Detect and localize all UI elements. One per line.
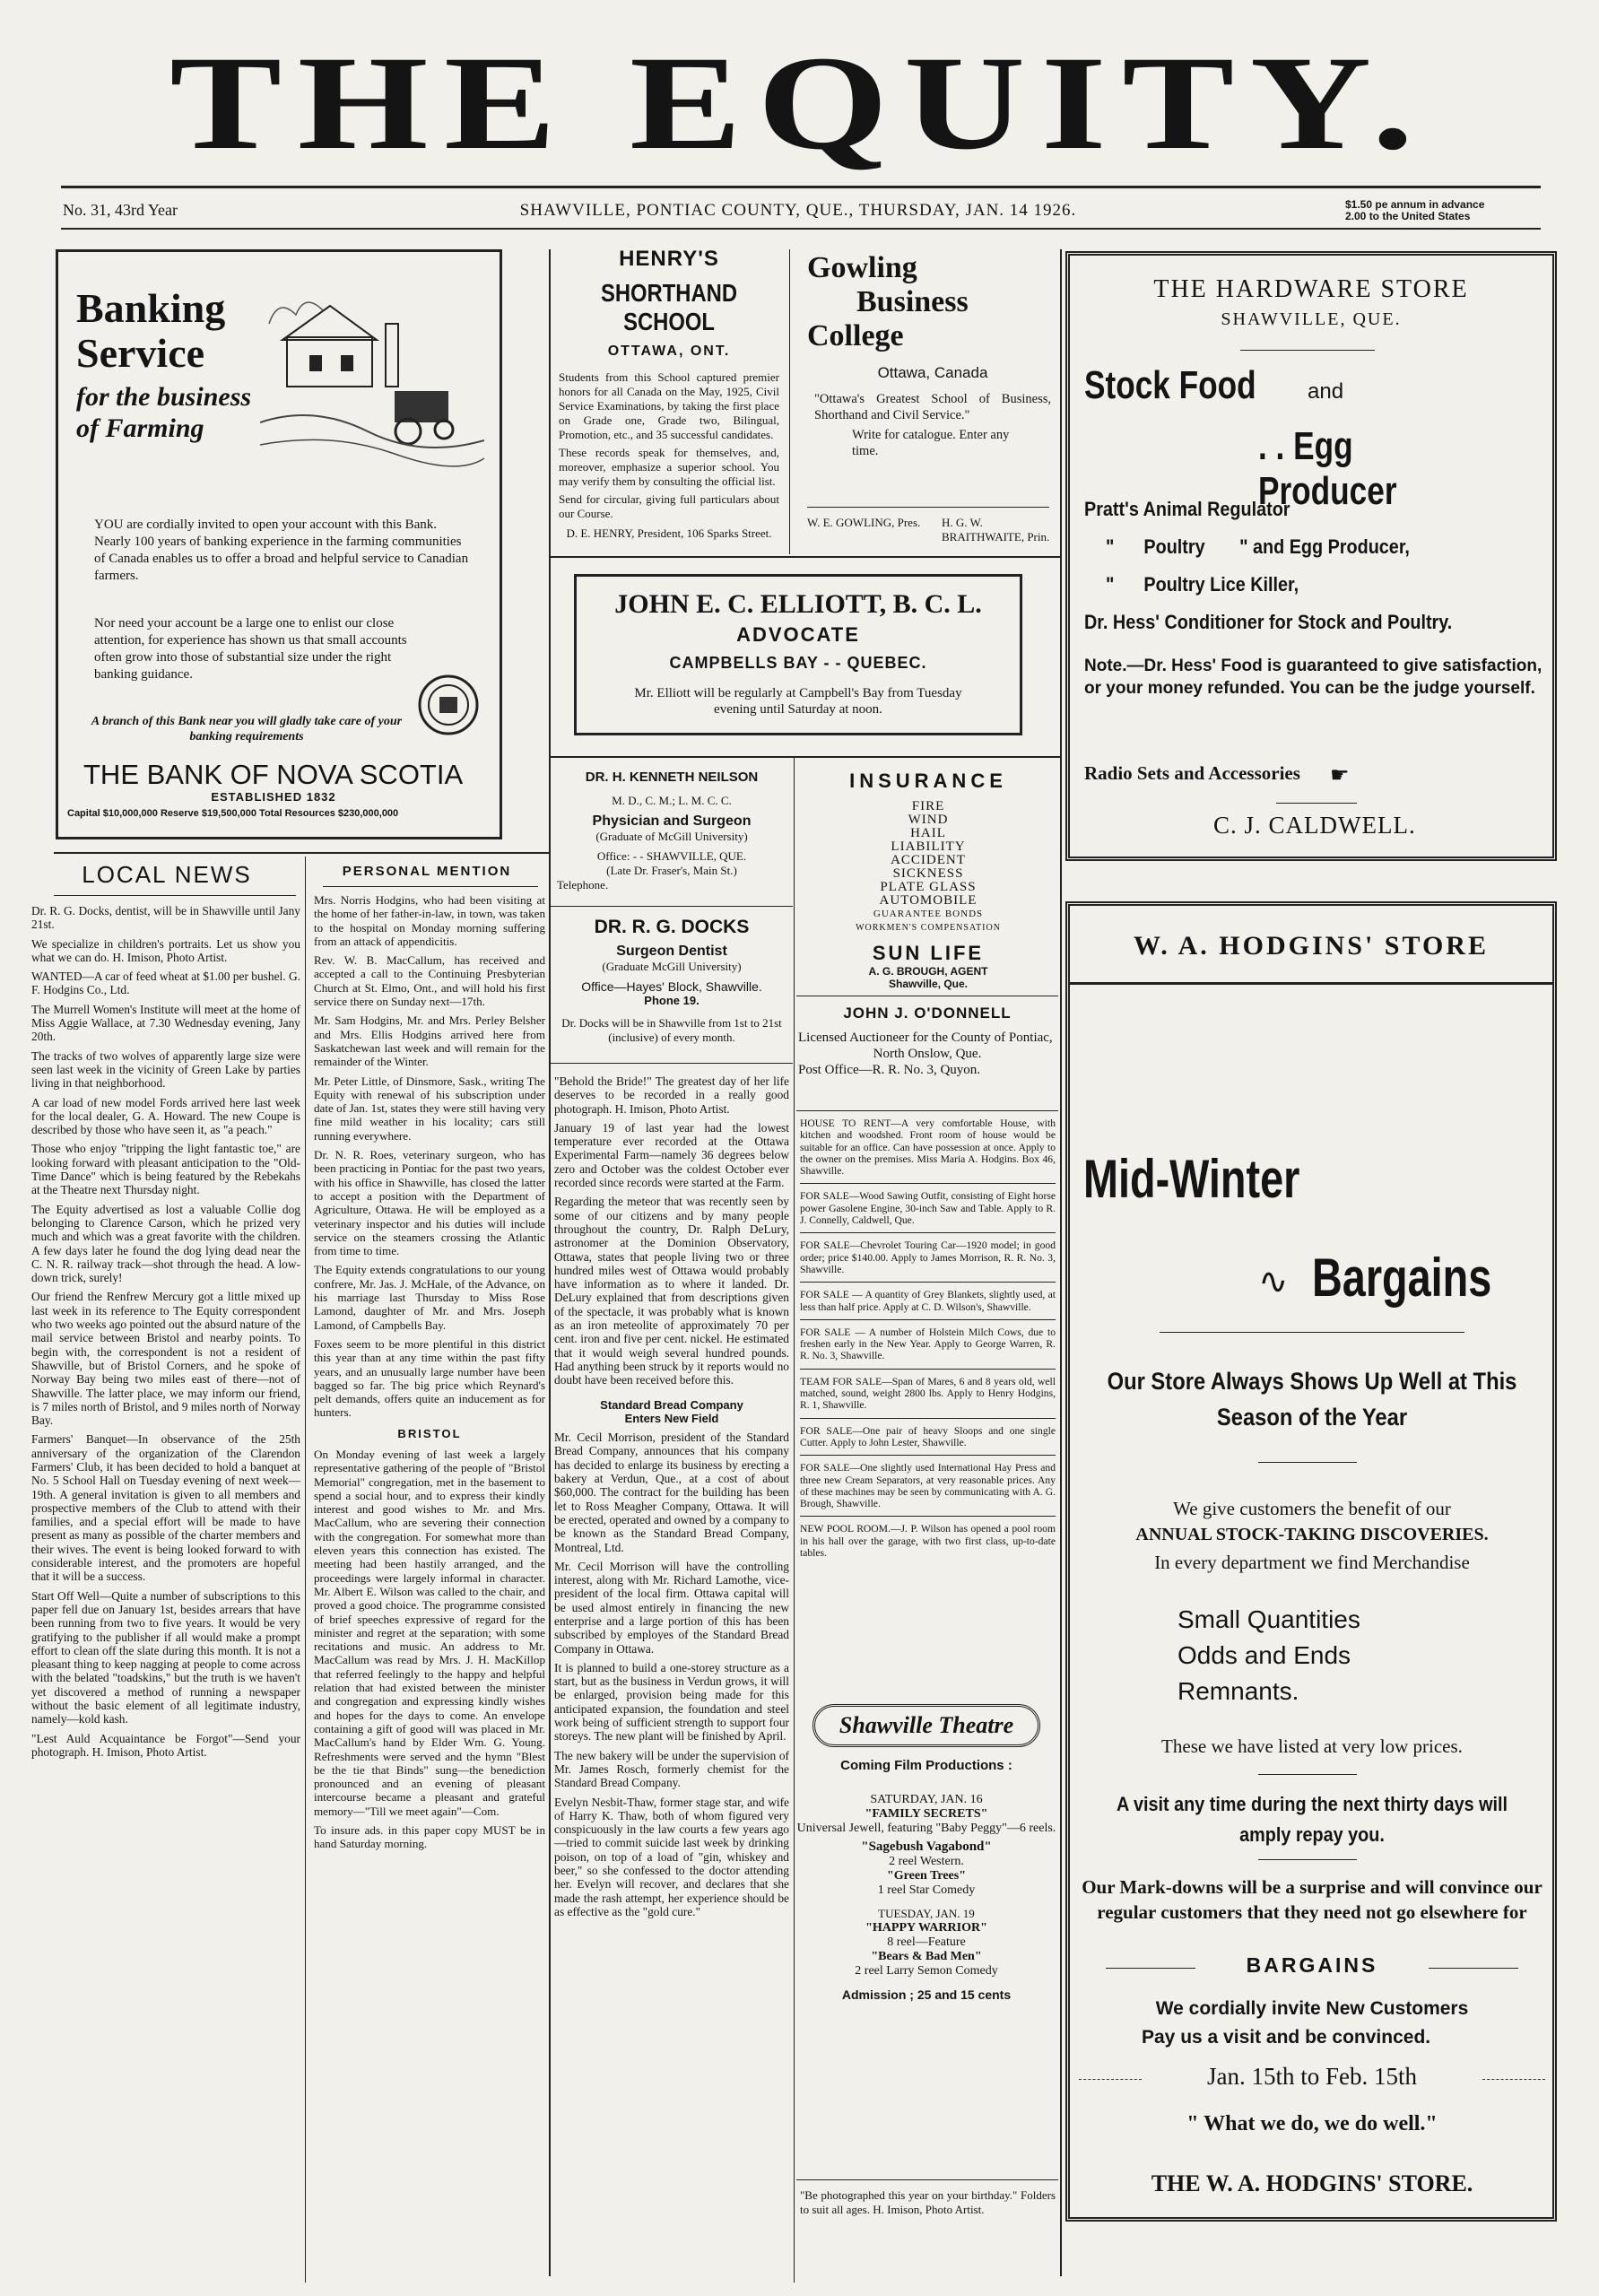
theatre-film-5-detail: 2 reel Larry Semon Comedy: [855, 1964, 998, 1978]
theatre-film-4-detail: 8 reel—Feature: [887, 1935, 966, 1949]
hodgins-markdowns: Our Mark-downs will be a surprise and will convince our regular customers that they need not go elsewhere for: [1082, 1876, 1543, 1923]
hodgins-benefit-2: ANNUAL STOCK-TAKING DISCOVERIES.: [1135, 1525, 1489, 1544]
personal-item: Foxes seem to be more plentiful in this district this year than at any time within the past fifty years, and an unusually large number have been bagged so far. The big price which Reynard's pelt demands, offers quite an inducement as for hunters.: [314, 1336, 545, 1420]
local-news-item: A car load of new model Fords arrived here last week for the local dealer, G. A. Howard. The new Coupe is described by those who have seen it, as "a peach.": [31, 1095, 300, 1137]
elliott-title: ADVOCATE: [736, 623, 860, 646]
elliott-text: Mr. Elliott will be regularly at Campbell's Bay from Tuesday evening until Saturday at noon.: [634, 686, 962, 717]
hodgins-rule-4: [1258, 1859, 1357, 1860]
pointing-hand-icon: ☛: [1330, 764, 1350, 787]
classified-ad: TEAM FOR SALE—Span of Mares, 6 and 8 years old, well matched, sound, weight 2800 lbs. Apply to Henry Hodgins, R. 1, Shawville.: [800, 1375, 1056, 1412]
dateline-rule: [61, 228, 1541, 230]
hardware-rule-2: [1276, 803, 1357, 804]
photo-note: "Be photographed this year on your birthday." Folders to suit all ages. H. Imison, Photo Artist.: [800, 2188, 1056, 2216]
local-news-item: Dr. R. G. Docks, dentist, will be in Shawville until Jany 21st.: [31, 904, 300, 932]
gowling-signature-1: W. E. GOWLING, Pres.: [807, 516, 921, 529]
subscription-price: [1345, 199, 1560, 222]
flourish-icon: ∿: [1258, 1261, 1289, 1301]
neilson-degrees: M. D., C. M.; L. M. C. C.: [612, 794, 732, 807]
odonnell-line-1: Licensed Auctioneer for the County of Pontiac,: [798, 1031, 1053, 1045]
gowling-paragraph-2: Write for catalogue. Enter any time.: [852, 428, 1010, 458]
hodgins-rule-5a: [1106, 1968, 1195, 1969]
hodgins-dash-left: [1079, 2079, 1142, 2080]
personal-item: Mr. Peter Little, of Dinsmore, Sask., writing The Equity with renewal of his subscription under date of Jan. 1st, states they were still having very fine mild weather in his locality; cars still running everywhere.: [314, 1074, 545, 1143]
local-news-column: [31, 904, 300, 1764]
docks-text: Dr. Docks will be in Shawville from 1st to 21st (inclusive) of every month.: [561, 1016, 782, 1044]
theatre-date-1: SATURDAY, JAN. 16: [870, 1793, 983, 1806]
row-rule-2: [551, 756, 1060, 758]
classified-rule: [800, 1455, 1056, 1456]
elliott-ad: [574, 574, 1022, 735]
mid-news-item: "Behold the Bride!" The greatest day of her life deserves to be recorded in a really good photograph. H. Imison, Photo Artist.: [554, 1074, 789, 1116]
hardware-line-1: Pratt's Animal Regulator: [1084, 498, 1290, 520]
theatre-date-2: TUESDAY, JAN. 19: [878, 1907, 975, 1920]
gowling-rule: [807, 507, 1049, 508]
classified-rule: [800, 1282, 1056, 1283]
neilson-graduate: (Graduate of McGill University): [595, 830, 748, 843]
gowling-title-3: College: [807, 319, 904, 352]
elliott-place: CAMPBELLS BAY - - QUEBEC.: [669, 654, 927, 672]
insurance-title: INSURANCE: [849, 770, 1007, 792]
gowling-title-1: Gowling: [807, 251, 917, 284]
hodgins-rule-5b: [1429, 1968, 1518, 1969]
theatre-ad: [796, 1704, 1056, 2002]
bread-paragraph: It is planned to build a one-storey structure as a start, but as the business in Verdun grows, it will be enlarged, provision being made for this anticipated expansion, the foundation and steel work being of sufficient strength to support four storeys. The new plant will be finished by April.: [554, 1660, 789, 1744]
hodgins-dash-right: [1482, 2079, 1545, 2080]
bank-paragraph-1: YOU are cordially invited to open your account with this Bank. Nearly 100 years of banking experience in the farming communities of Canada enables us to offer a broad and helpful service to Canadian farmers.: [94, 517, 469, 583]
classified-ad: FOR SALE — A number of Holstein Milch Cows, due to freshen early in the New Year. Apply to George Warren, R. R. No. 3, Shawville.: [800, 1326, 1056, 1362]
insurance-agent: A. G. BROUGH, AGENT: [868, 965, 988, 978]
row-rule-6: [796, 1110, 1058, 1111]
local-news-item: We specialize in children's portraits. Let us show you what we can do. H. Imison, Photo Artist.: [31, 936, 300, 964]
elliott-name: JOHN E. C. ELLIOTT, B. C. L.: [614, 589, 982, 619]
hodgins-invite-2: Pay us a visit and be convinced.: [1142, 2027, 1431, 2048]
farm-illustration: [260, 288, 484, 467]
theatre-title: Shawville Theatre: [813, 1704, 1040, 1747]
classified-rule: [800, 1516, 1056, 1517]
bank-seal-icon: [417, 674, 480, 736]
hodgins-rule-2: [1258, 1462, 1357, 1463]
row-rule-1: [551, 556, 1060, 558]
masthead-rule: [61, 186, 1541, 188]
insurance-line: ACCIDENT: [891, 853, 966, 867]
column-rule-2a: [789, 249, 790, 554]
hodgins-odds-ends: Odds and Ends: [1178, 1641, 1351, 1669]
row-rule-left: [54, 852, 549, 854]
bread-paragraph: Mr. Cecil Morrison will have the controlling interest, along with Mr. Richard Lamothe, vice-president of the local firm. Ottawa capital will be used almost entirely in financing the new enterprise and a large portion of this has been subscribed by employes of the Standard Bread Company in Ottawa.: [554, 1559, 789, 1656]
insurance-line: GUARANTEE BONDS: [873, 909, 984, 919]
bank-heading-2: Service: [76, 330, 205, 376]
odonnell-line-2: North Onslow, Que.: [873, 1047, 982, 1061]
bank-established: ESTABLISHED 1832: [211, 790, 336, 804]
theatre-film-3-detail: 1 reel Star Comedy: [877, 1883, 976, 1897]
theatre-film-5: "Bears & Bad Men": [871, 1950, 982, 1963]
hodgins-invite-1: We cordially invite New Customers: [1155, 1998, 1469, 2019]
gowling-location: Ottawa, Canada: [877, 364, 988, 381]
classified-rule: [800, 1369, 1056, 1370]
column-rule-1: [549, 249, 551, 2276]
hardware-line-4: Dr. Hess' Conditioner for Stock and Poultry.: [1084, 611, 1453, 633]
mid-news-item: January 19 of last year had the lowest temperature ever recorded at the Ottawa Experimental Farm—namely 36 degrees below zero and October was the coldest October ever recorded since records were started at the Farm.: [554, 1120, 789, 1190]
classified-ad: FOR SALE—Chevrolet Touring Car—1920 model; in good order; price $140.00. Apply to James Morrison, R. R. No. 3, Shawville.: [800, 1239, 1056, 1275]
hodgins-mid-winter: Mid-Winter: [1083, 1149, 1300, 1209]
classifieds-column: [800, 1118, 1056, 1559]
hardware-signature: C. J. CALDWELL.: [1213, 812, 1416, 839]
hodgins-motto: " What we do, we do well.": [1186, 2112, 1438, 2135]
theatre-film-3: "Green Trees": [887, 1869, 966, 1883]
odonnell-card: [798, 1004, 1056, 1078]
insurance-ad: [798, 770, 1058, 990]
classified-ad: FOR SALE—One slightly used International Hay Press and three new Cream Separators, at very reasonable prices. Any of these machines may be seen by communicating with A. G. Brough, Shawville.: [800, 1462, 1056, 1510]
bank-heading-3: for the business: [76, 382, 252, 412]
henrys-signature: D. E. HENRY, President, 106 Sparks Street.: [566, 526, 772, 540]
hodgins-small-quantities: Small Quantities: [1178, 1605, 1360, 1633]
henrys-title-1: HENRY'S: [619, 247, 719, 271]
bank-name: THE BANK OF NOVA SCOTIA: [83, 759, 464, 790]
hodgins-rule-3: [1258, 1774, 1357, 1775]
neilson-office: Office: - - SHAWVILLE, QUE.: [596, 849, 747, 863]
docks-name: DR. R. G. DOCKS: [594, 917, 750, 937]
hodgins-dates: Jan. 15th to Feb. 15th: [1207, 2063, 1417, 2090]
bread-paragraph: The new bakery will be under the supervision of Mr. James Rosch, formerly chemist for the Standard Bread Company.: [554, 1748, 789, 1790]
local-news-item: "Lest Auld Acquaintance be Forgot"—Send your photograph. H. Imison, Photo Artist.: [31, 1731, 300, 1759]
theatre-film-1: "FAMILY SECRETS": [865, 1807, 988, 1821]
insurance-line: WORKMEN'S COMPENSATION: [856, 923, 1001, 933]
personal-mention-column: [314, 893, 545, 1857]
price-canada: $1.50 pe annum in advance: [1345, 198, 1485, 211]
local-news-item: The Equity advertised as lost a valuable Collie dog belonging to Clarence Carson, which he prized very much and which was a great favorite with the children. A few days later he found the dog lying dead near the C. N. R. railway track—shot through the head. A low-down trick, surely!: [31, 1202, 300, 1285]
hardware-title: THE HARDWARE STORE: [1153, 275, 1469, 303]
hardware-rule: [1240, 350, 1375, 351]
personal-item: Mr. Sam Hodgins, Mr. and Mrs. Perley Belsher and Mrs. Ellis Hodgins arrived here from Saskatchewan last week and will remain for the remainder of the Winter.: [314, 1013, 545, 1069]
theatre-film-2: "Sagebush Vagabond": [861, 1839, 992, 1854]
henrys-paragraph-3: Send for circular, giving full particulars about our Course.: [559, 492, 779, 520]
classified-rule: [800, 1319, 1056, 1320]
bank-heading-1: Banking: [76, 285, 226, 331]
mid-news-column: [554, 1074, 789, 1924]
hodgins-shows: Our Store Always Shows Up Well at This Season of the Year: [1107, 1368, 1517, 1431]
local-news-item: The Murrell Women's Institute will meet at the home of Miss Aggie Wallace, at 7.30 Wednesday evening, Jany 20th.: [31, 1002, 300, 1044]
local-news-item: Farmers' Banquet—In observance of the 25th anniversary of the organization of the Clarendon Farmers' Club, it has been decided to hold a banquet at No. 5 School Hall on Tuesday evening of next week—19th. A general invitation is given to all members and prospective members of the Club to attend with their families, and a special effort will be made to have present as many as possible of the charter members and their wives. The event is being looked forward to with considerable interest, and the promoters are hopeful that it will be a success.: [31, 1432, 300, 1584]
insurance-line: HAIL: [910, 826, 946, 840]
bank-heading-4: of Farming: [76, 413, 204, 443]
insurance-company: SUN LIFE: [872, 942, 985, 964]
row-rule-4: [551, 1063, 793, 1064]
personal-rule: [323, 886, 538, 887]
hodgins-ad: [1065, 901, 1557, 2222]
hodgins-title: W. A. HODGINS' STORE: [1134, 931, 1489, 961]
hardware-stock-food: Stock Food: [1084, 363, 1256, 407]
classified-ad: FOR SALE—Wood Sawing Outfit, consisting of Eight horse power Gasolene Engine, 30-inch Saw and Table. Apply to R. J. Connelly, Caldwell, Que.: [800, 1190, 1056, 1227]
personal-item: Rev. W. B. MacCallum, has received and accepted a call to the Continuing Presbyterian Church at St. Elmo, Ont., and will hold his first service there on Sunday next—17th.: [314, 953, 545, 1009]
classified-ad: FOR SALE — A quantity of Grey Blankets, slightly used, at less than half price. Apply at C. D. Wilson's, Shawville.: [800, 1289, 1056, 1313]
henrys-ad: [552, 247, 786, 541]
column-rule-0: [305, 857, 306, 2283]
local-news-item: Start Off Well—Quite a number of subscriptions to this paper fell due on January 1st, besides arrears that have been running from two to five years. It would be very gratifying to the publisher if all would make a prompt effort to clean off the slate during this month. It is not a pleasant thing to keep nagging at people to come across with the belated "toadskins," but the truth is we haven't yet discovered a method of running a newspaper without the basic element of all legitimate industry, namely—kold kash.: [31, 1588, 300, 1726]
henrys-paragraph-2: These records speak for themselves, and, moreover, emphasize a superior school. You may verify them by consulting the official list.: [559, 446, 779, 488]
neilson-late: (Late Dr. Fraser's, Main St.): [606, 864, 737, 877]
bristol-text: On Monday evening of last week a largely representative gathering of the people of "Bristol Memorial" congregation, met in the basement to spend a social hour, and to express their kindly interest and good wishes to Mr. and Mrs. MacCallum, who are severing their connection with the congregation. For somewhat more than eleven years this connection has existed. The meeting had been hastily arranged, and the proceedings were largely informal in character. Mr. Albert E. Wilson was called to the chair, and proved a good choice. The programme consisted of brief speeches expressive of regard for the minister and regret at the separation; with some recitations and music. An address to Mr. MacCallum was read by Mrs. J. H. MacKillop that referred feelingly to the happy and helpful relation that had existed between the minister and congregation and expressing kindly wishes and hopes for the days to come. An envelope containing a gift of good will was placed in Mr. MacCallum's hand by Elder Wm. G. Young. Refreshments were served and the hymn "Blest be the tie that Binds" sung—the benediction pronounced and an evening of pleasant intercourse became a pleasant and grateful memory—"Till we meet again"—Com.: [314, 1447, 545, 1818]
classified-rule: [800, 1232, 1056, 1233]
hardware-line-3: " Poultry Lice Killer,: [1106, 573, 1299, 596]
neilson-name: DR. H. KENNETH NEILSON: [585, 770, 759, 785]
personal-item: Mrs. Norris Hodgins, who had been visiting at the home of her father-in-law, in town, was taken to the hospital on Monday morning suffering from an attack of appendicitis.: [314, 893, 545, 948]
insurance-line: SICKNESS: [892, 866, 964, 881]
local-news-item: WANTED—A car of feed wheat at $1.00 per bushel. G. F. Hodgins Co., Ltd.: [31, 970, 300, 997]
bread-paragraph: Mr. Cecil Morrison, president of the Standard Bread Company, announces that his company has decided to enlarge its business by erecting a bakery at Verdun, Que., at a cost of about $60,000. The contract for the building has been let to Ross Meagher Company, Ottawa. It will be erected, operated and owned by a company to be known as the Standard Bread Company, Montreal, Ltd.: [554, 1431, 789, 1554]
bank-capital: Capital $10,000,000 Reserve $19,500,000 Total Resources $230,000,000: [67, 808, 399, 819]
docks-office: Office—Hayes' Block, Shawville.: [581, 979, 762, 994]
theatre-coming: Coming Film Productions :: [840, 1758, 1012, 1773]
personal-item: Dr. N. R. Roes, veterinary surgeon, who has been practicing in Pontiac for the past two years, with his office in Shawville, has closed the latter to accept a position with the Department of Agriculture, Ottawa. He will be employed as a veterinary inspector and his duties will include service on the steamers crossing the Atlantic from time to time.: [314, 1148, 545, 1258]
insurance-lines: [798, 800, 1058, 935]
classified-ad: NEW POOL ROOM.—J. P. Wilson has opened a pool room in his hall over the garage, with two first class, up-to-date tables.: [800, 1523, 1056, 1560]
hodgins-rule-1: [1160, 1332, 1464, 1333]
bank-ad: [56, 249, 502, 839]
local-news-title: LOCAL NEWS: [82, 861, 252, 888]
price-us: 2.00 to the United States: [1345, 210, 1471, 222]
hodgins-benefit-1: We give customers the benefit of our: [1173, 1498, 1451, 1519]
gowling-ad: [807, 251, 1058, 544]
local-news-item: Those who enjoy "tripping the light fantastic toe," are looking forward with pleasant anticipation to the "Old-Time Dance" which is being featured by the Rebekahs at the Theatre next Thursday night.: [31, 1142, 300, 1197]
bank-branch-note: A branch of this Bank near you will gladly take care of your banking requirements: [91, 715, 403, 744]
classified-ad: FOR SALE—One pair of heavy Sloops and one single Cutter. Apply to John Lester, Shawville.: [800, 1424, 1056, 1448]
hardware-ad: [1065, 251, 1557, 861]
bread-title-1: Standard Bread Company: [600, 1397, 743, 1412]
gowling-paragraph-1: "Ottawa's Greatest School of Business, Shorthand and Civil Service.": [814, 392, 1051, 422]
bread-paragraph: Evelyn Nesbit-Thaw, former stage star, and wife of Harry K. Thaw, both of whom figured very conspicuously in the law courts a few years ago—tried to commit suicide last week by drinking poison, on top of a load of "gin, whiskey and beer," so she confessed to the doctor attending her. Evelyn will recover, and declares that she made the rash attempt, her experience should be as effective as the "gold cure.": [554, 1795, 789, 1918]
local-news-item: The tracks of two wolves of apparently large size were seen last week in the vicinity of Green Lake by parties living in that neighborhood.: [31, 1048, 300, 1091]
docks-phone: Phone 19.: [644, 994, 700, 1007]
hodgins-listed: These we have listed at very low prices.: [1161, 1735, 1463, 1757]
hodgins-signature: THE W. A. HODGINS' STORE.: [1151, 2170, 1473, 2196]
local-news-item: Our friend the Renfrew Mercury got a little mixed up last week in its reference to The Equity correspondent who two weeks ago pointed out the absurd nature of the mail service between Bristol and nearby points. To begin with, the correspondent is not a resident of Shawville, but of Bristol Corners, and he spoke of Norway Bay being two miles east of there—not of Shawville. The latter place, we may inform our friend, is 7 miles north of Bristol, and 9 miles north of Norway Bay.: [31, 1290, 300, 1428]
docks-card: [552, 917, 792, 1045]
bristol-title: BRISTOL: [397, 1426, 462, 1440]
hodgins-bargains-2: BARGAINS: [1246, 1953, 1378, 1977]
theatre-admission: Admission ; 25 and 15 cents: [841, 1987, 1012, 2002]
theatre-film-1-detail: Universal Jewell, featuring "Baby Peggy"—6 reels.: [796, 1822, 1056, 1835]
bread-title-2: Enters New Field: [624, 1411, 719, 1425]
hardware-egg-producer: . . Egg Producer: [1258, 424, 1397, 513]
neilson-telephone: Telephone.: [557, 878, 609, 891]
insurance-line: PLATE GLASS: [880, 880, 977, 894]
hodgins-title-rule: [1070, 982, 1552, 985]
classified-rule: [800, 1183, 1056, 1184]
hodgins-remnants: Remnants.: [1178, 1677, 1299, 1705]
insure-notice: To insure ads. in this paper copy MUST be in hand Saturday morning.: [314, 1823, 545, 1851]
personal-item: The Equity extends congratulations to our young confrere, Mr. Jas. J. McHale, of the Advance, on his marriage last Thursday to Miss Rose Lamond, daughter of Mr. and Mrs. Joseph Lamond, of Campbells Bay.: [314, 1263, 545, 1332]
gowling-signature-2: H. G. W. BRAITHWAITE, Prin.: [942, 516, 1050, 544]
insurance-line: WIND: [908, 813, 949, 827]
mid-news-item: Regarding the meteor that was recently seen by some of our citizens and by many people throughout the country, Dr. Ralph DeLury, astronomer at the Dominion Observatory, Ottawa, states that people living two or three hundred miles west of Ottawa would probably have information as to where it landed. Dr. DeLury explained that from descriptions given of the spectacle, it was probably what is known as an iron meteolite of approximately 70 per cent. iron and five per cent. nickel. He estimated that it would weigh several hundred pounds. Had anything been struck by it reports would no doubt have been received before this.: [554, 1195, 789, 1387]
neilson-card: [552, 770, 792, 892]
henrys-paragraph-1: Students from this School captured premier honors for all Canada on the May, 1925, Civil Service Examinations, by taking the first place on Grade one, Grade two, Bilingual, Promotion, etc., and 35 successful candidates.: [559, 370, 779, 441]
bank-paragraph-2: Nor need your account be a large one to enlist our close attention, for experience has shown us that small accounts often grow into those of substantial size under the right banking guidance.: [94, 616, 407, 682]
hardware-location: SHAWVILLE, QUE.: [1221, 309, 1402, 329]
hardware-line-2: " Poultry " and Egg Producer,: [1106, 535, 1410, 558]
insurance-line: LIABILITY: [891, 839, 966, 854]
theatre-film-2-detail: 2 reel Western.: [889, 1855, 964, 1868]
henrys-title-2: SHORTHAND SCHOOL: [600, 279, 738, 335]
odonnell-line-3: Post Office—R. R. No. 3, Quyon.: [798, 1063, 981, 1077]
insurance-place: Shawville, Que.: [888, 978, 969, 990]
classified-rule: [800, 1418, 1056, 1419]
hodgins-benefit-3: In every department we find Merchandise: [1154, 1552, 1470, 1573]
hodgins-visit: A visit any time during the next thirty days will amply repay you.: [1116, 1793, 1508, 1846]
issue-number: No. 31, 43rd Year: [63, 201, 178, 219]
odonnell-name: JOHN J. O'DONNELL: [843, 1004, 1012, 1022]
docks-title: Surgeon Dentist: [616, 944, 727, 959]
column-rule-3: [1060, 249, 1062, 2276]
insurance-line: AUTOMOBILE: [879, 893, 978, 908]
column-rule-2b: [794, 758, 795, 2283]
dateline: SHAWVILLE, PONTIAC COUNTY, QUE., THURSDAY, JAN. 14 1926.: [519, 201, 1077, 220]
docks-graduate: (Graduate McGill University): [602, 960, 742, 973]
hardware-and: and: [1308, 379, 1344, 404]
hodgins-bargains: Bargains: [1312, 1248, 1492, 1308]
row-rule-7: [796, 2179, 1058, 2180]
classified-ad: HOUSE TO RENT—A very comfortable House, with kitchen and woodshed. Front room of house would be suitable for an office. Can have possession at once. Apply to the owner on the premises. Miss Maria A. Hodgins. Box 46, Shawville.: [800, 1118, 1056, 1178]
gowling-title-2: Business: [856, 285, 969, 318]
henrys-location: OTTAWA, ONT.: [607, 344, 731, 359]
masthead-title: THE EQUITY.: [169, 29, 1430, 178]
theatre-film-4: "HAPPY WARRIOR": [865, 1921, 987, 1935]
insurance-line: FIRE: [911, 799, 945, 813]
row-rule-3: [551, 906, 793, 907]
local-news-rule: [54, 895, 296, 896]
hardware-radio: Radio Sets and Accessories: [1084, 762, 1300, 784]
hardware-note: Note.—Dr. Hess' Food is guaranteed to give satisfaction, or your money refunded. You can be the judge yourself.: [1084, 657, 1543, 698]
neilson-title: Physician and Surgeon: [592, 813, 752, 829]
personal-mention-title: PERSONAL MENTION: [342, 864, 512, 879]
